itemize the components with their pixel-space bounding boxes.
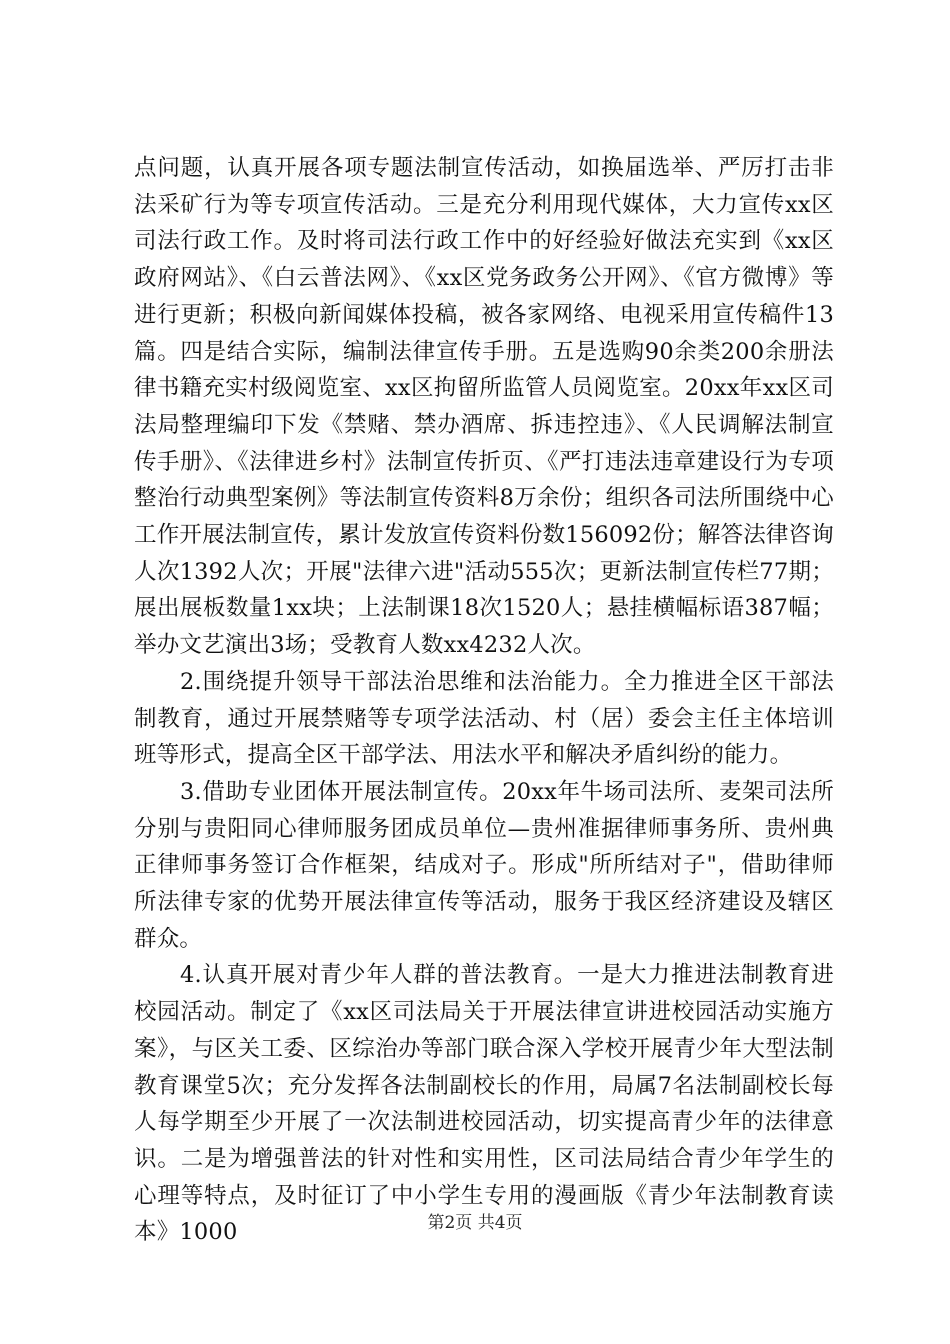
paragraph-item-2: 2.围绕提升领导干部法治思维和法治能力。全力推进全区干部法制教育，通过开展禁赌等专项学法活动、村（居）委会主任主体培训班等形式，提高全区干部学法、用法水平和解决矛盾纠纷的能力。 — [134, 668, 834, 769]
page-footer — [0, 1211, 950, 1235]
page-number: 第2页 共4页 — [427, 1213, 523, 1233]
paragraph-continued: 点问题，认真开展各项专题法制宣传活动，如换届选举、严厉打击非法采矿行为等专项宣传活动。三是充分利用现代媒体，大力宣传xx区司法行政工作。及时将司法行政工作中的好经验好做法充实到《xx区政府网站》、《白云普法网》、《xx区党务政务公开网》、《官方微博》等进行更新；积极向新闻媒体投稿，被各家网络、电视采用宣传稿件13篇。四是结合实际，编制法律宣传手册。五是选购90余类200余册法律书籍充实村级阅览室、xx区拘留所监管人员阅览室。20xx年xx区司法局整理编印下发《禁赌、禁办酒席、拆违控违》、《人民调解法制宣传手册》、《法律进乡村》法制宣传折页、《严打违法违章建设行为专项整治行动典型案例》等法制宣传资料8万余份；组织各司法所围绕中心工作开展法制宣传，累计发放宣传资料份数156092份；解答法律咨询人次1392人次；开展"法律六进"活动555次；更新法制宣传栏77期；展出展板数量1xx块；上法制课18次1520人；悬挂横幅标语387幅；举办文艺演出3场；受教育人数xx4232人次。 — [134, 155, 834, 659]
document-body — [134, 150, 834, 1251]
paragraph-item-3: 3.借助专业团体开展法制宣传。20xx年牛场司法所、麦架司法所分别与贵阳同心律师服务团成员单位—贵州准据律师事务所、贵州典正律师事务签订合作框架，结成对子。形成"所所结对子"，借助律师所法律专家的优势开展法律宣传等活动，服务于我区经济建设及辖区群众。 — [134, 778, 834, 952]
paragraph-item-4: 4.认真开展对青少年人群的普法教育。一是大力推进法制教育进校园活动。制定了《xx区司法局关于开展法律宣讲进校园活动实施方案》，与区关工委、区综治办等部门联合深入学校开展青少年大型法制教育课堂5次；充分发挥各法制副校长的作用，局属7名法制副校长每人每学期至少开展了一次法制进校园活动，切实提高青少年的法律意识。二是为增强普法的针对性和实用性，区司法局结合青少年学生的心理等特点，及时征订了中小学生专用的漫画版《青少年法制教育读本》1000 — [134, 962, 834, 1246]
